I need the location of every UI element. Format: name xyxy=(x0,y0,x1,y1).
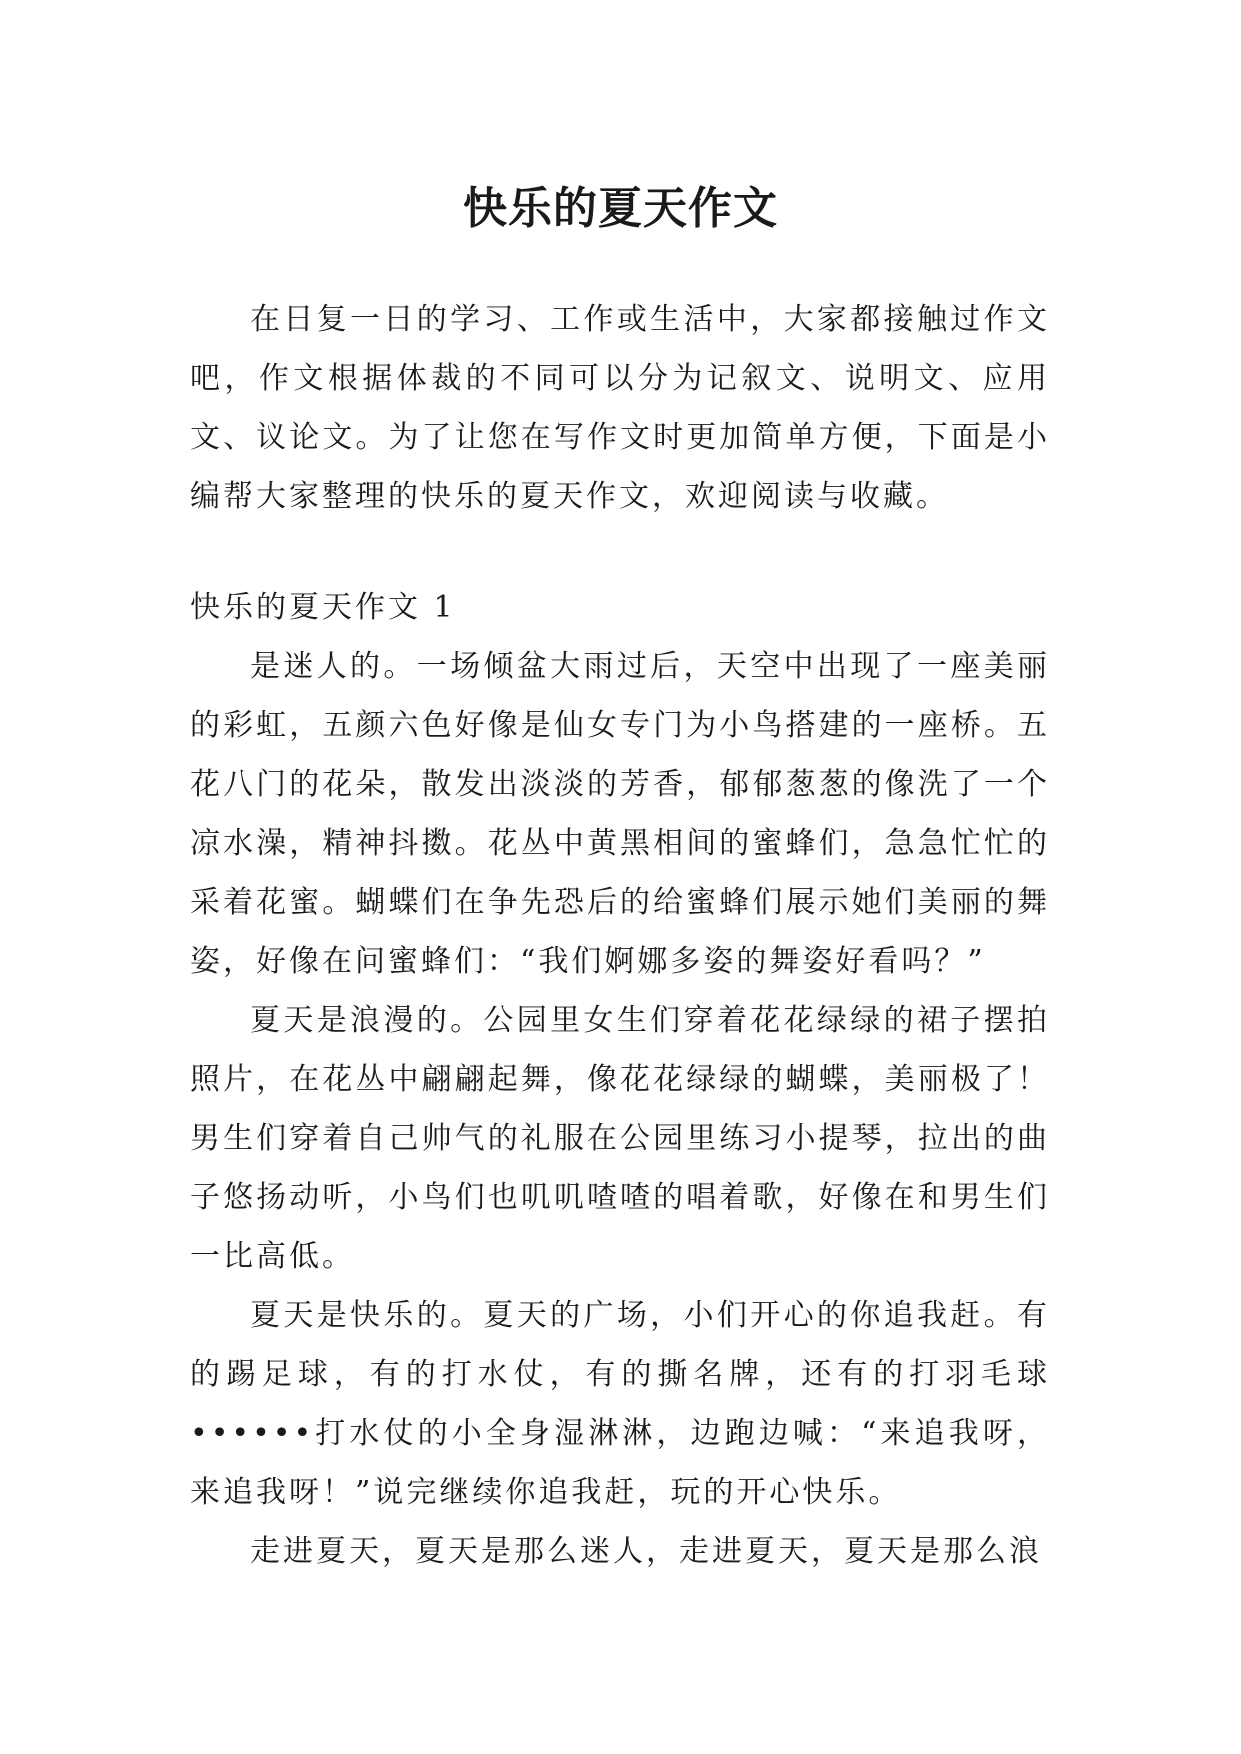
essay-paragraph-4: 走进夏天，夏天是那么迷人，走进夏天，夏天是那么浪 xyxy=(250,1534,1042,1569)
essay-paragraph-1: 是迷人的。一场倾盆大雨过后，天空中出现了一座美丽的彩虹，五颜六色好像是仙女专门为小鸟搭建的一座桥。五花八门的花朵，散发出淡淡的芳香，郁郁葱葱的像洗了一个凉水澡，精神抖擞。花丛中黄黑相间的蜜蜂们，急急忙忙的采着花蜜。蝴蝶们在争先恐后的给蜜蜂们展示她们美丽的舞姿，好像在问蜜蜂们：“我们婀娜多姿的舞姿好看吗？” xyxy=(190,649,1050,979)
document-title: 快乐的夏天作文 xyxy=(463,183,778,235)
essay-paragraph-2: 夏天是浪漫的。公园里女生们穿着花花绿绿的裙子摆拍照片，在花丛中翩翩起舞，像花花绿绿的蝴蝶，美丽极了！男生们穿着自己帅气的礼服在公园里练习小提琴，拉出的曲子悠扬动听，小鸟们也叽叽喳喳的唱着歌，好像在和男生们一比高低。 xyxy=(190,1003,1050,1274)
essay-section xyxy=(190,578,1050,1581)
section-heading: 快乐的夏天作文 1 xyxy=(190,590,456,625)
essay-paragraph-3: 夏天是快乐的。夏天的广场，小们开心的你追我赶。有的踢足球，有的打水仗，有的撕名牌，还有的打羽毛球••••••打水仗的小全身湿淋淋，边跑边喊：“来追我呀，来追我呀！”说完继续你追我赶，玩的开心快乐。 xyxy=(190,1298,1050,1510)
intro-section xyxy=(190,290,1050,526)
intro-paragraph: 在日复一日的学习、工作或生活中，大家都接触过作文吧，作文根据体裁的不同可以分为记叙文、说明文、应用文、议论文。为了让您在写作文时更加简单方便，下面是小编帮大家整理的快乐的夏天作文，欢迎阅读与收藏。 xyxy=(190,302,1050,514)
